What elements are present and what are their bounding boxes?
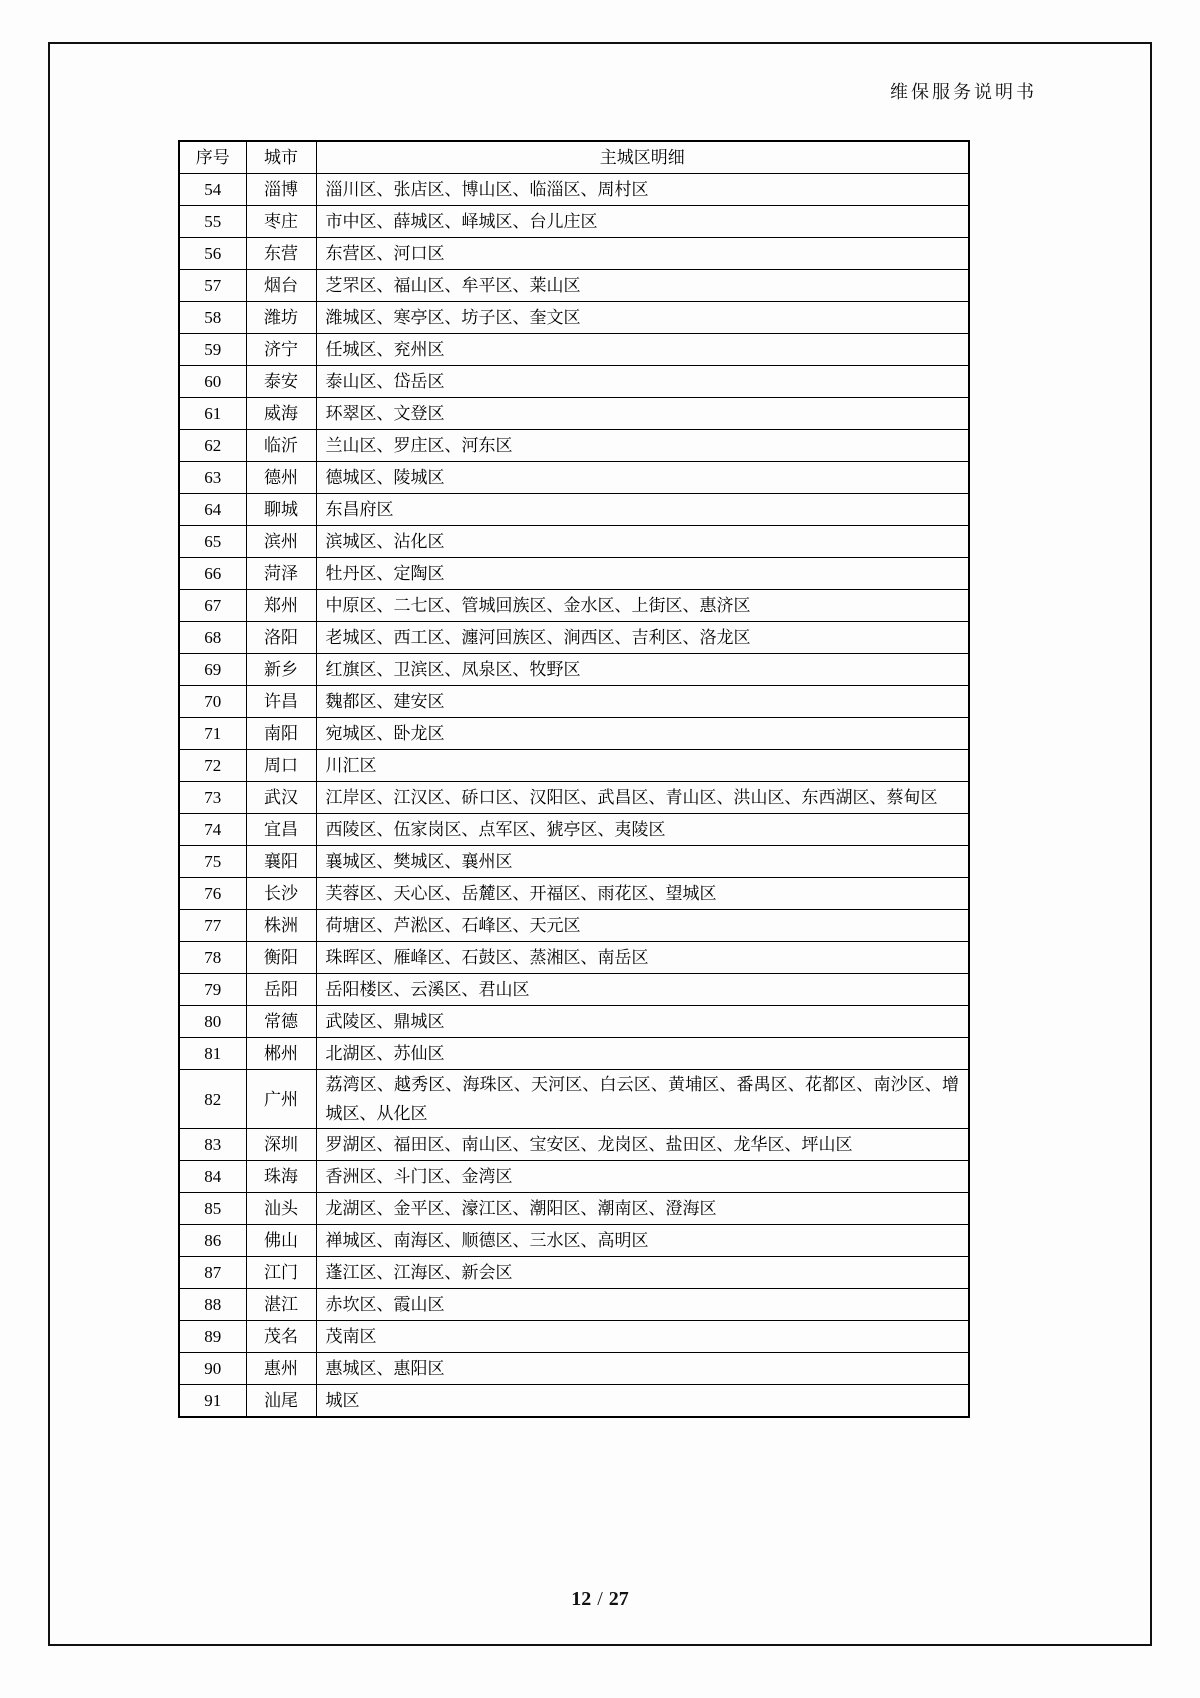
district-list-cell: 东营区、河口区 <box>316 238 969 270</box>
city-name-cell: 济宁 <box>246 334 316 366</box>
district-list-cell: 宛城区、卧龙区 <box>316 718 969 750</box>
city-name-cell: 汕头 <box>246 1193 316 1225</box>
row-number-cell: 91 <box>179 1385 246 1418</box>
district-list-cell: 芝罘区、福山区、牟平区、莱山区 <box>316 270 969 302</box>
row-number-cell: 76 <box>179 878 246 910</box>
district-list-cell: 赤坎区、霞山区 <box>316 1289 969 1321</box>
row-number-cell: 77 <box>179 910 246 942</box>
city-name-cell: 佛山 <box>246 1225 316 1257</box>
district-list-cell: 魏都区、建安区 <box>316 686 969 718</box>
district-list-cell: 泰山区、岱岳区 <box>316 366 969 398</box>
city-name-cell: 枣庄 <box>246 206 316 238</box>
district-list-cell: 江岸区、江汉区、硚口区、汉阳区、武昌区、青山区、洪山区、东西湖区、蔡甸区 <box>316 782 969 814</box>
district-list-cell: 茂南区 <box>316 1321 969 1353</box>
city-name-cell: 东营 <box>246 238 316 270</box>
city-name-cell: 汕尾 <box>246 1385 316 1418</box>
city-name-cell: 珠海 <box>246 1161 316 1193</box>
city-name-cell: 武汉 <box>246 782 316 814</box>
row-number-cell: 81 <box>179 1038 246 1070</box>
column-header-number: 序号 <box>179 141 246 174</box>
row-number-cell: 73 <box>179 782 246 814</box>
row-number-cell: 54 <box>179 174 246 206</box>
row-number-cell: 89 <box>179 1321 246 1353</box>
city-name-cell: 威海 <box>246 398 316 430</box>
table-row <box>179 1070 969 1129</box>
district-list-cell: 岳阳楼区、云溪区、君山区 <box>316 974 969 1006</box>
district-list-cell: 香洲区、斗门区、金湾区 <box>316 1161 969 1193</box>
table-row <box>179 1289 969 1321</box>
table-row <box>179 558 969 590</box>
row-number-cell: 64 <box>179 494 246 526</box>
city-name-cell: 宜昌 <box>246 814 316 846</box>
city-name-cell: 周口 <box>246 750 316 782</box>
table-row <box>179 1257 969 1289</box>
row-number-cell: 69 <box>179 654 246 686</box>
table-row <box>179 1193 969 1225</box>
district-list-cell: 兰山区、罗庄区、河东区 <box>316 430 969 462</box>
city-name-cell: 烟台 <box>246 270 316 302</box>
city-name-cell: 常德 <box>246 1006 316 1038</box>
row-number-cell: 60 <box>179 366 246 398</box>
city-name-cell: 洛阳 <box>246 622 316 654</box>
district-list-cell: 市中区、薛城区、峄城区、台儿庄区 <box>316 206 969 238</box>
district-list-cell: 滨城区、沾化区 <box>316 526 969 558</box>
table-row <box>179 686 969 718</box>
district-list-cell: 中原区、二七区、管城回族区、金水区、上街区、惠济区 <box>316 590 969 622</box>
district-list-cell: 襄城区、樊城区、襄州区 <box>316 846 969 878</box>
city-name-cell: 长沙 <box>246 878 316 910</box>
city-districts-table <box>178 140 970 1418</box>
city-name-cell: 深圳 <box>246 1129 316 1161</box>
table-row <box>179 1385 969 1418</box>
row-number-cell: 84 <box>179 1161 246 1193</box>
page-number-separator: / <box>597 1588 603 1610</box>
district-list-cell: 荔湾区、越秀区、海珠区、天河区、白云区、黄埔区、番禺区、花都区、南沙区、增城区、从化区 <box>316 1070 969 1129</box>
table-body <box>179 174 969 1418</box>
row-number-cell: 55 <box>179 206 246 238</box>
table-row <box>179 462 969 494</box>
page-number <box>0 1588 1200 1611</box>
table-row <box>179 878 969 910</box>
table-row <box>179 622 969 654</box>
city-name-cell: 淄博 <box>246 174 316 206</box>
district-list-cell: 禅城区、南海区、顺德区、三水区、高明区 <box>316 1225 969 1257</box>
city-name-cell: 临沂 <box>246 430 316 462</box>
row-number-cell: 61 <box>179 398 246 430</box>
row-number-cell: 71 <box>179 718 246 750</box>
city-name-cell: 郴州 <box>246 1038 316 1070</box>
city-name-cell: 广州 <box>246 1070 316 1129</box>
district-list-cell: 龙湖区、金平区、濠江区、潮阳区、潮南区、澄海区 <box>316 1193 969 1225</box>
row-number-cell: 86 <box>179 1225 246 1257</box>
district-list-cell: 川汇区 <box>316 750 969 782</box>
city-name-cell: 茂名 <box>246 1321 316 1353</box>
table-row <box>179 238 969 270</box>
table-row <box>179 334 969 366</box>
city-name-cell: 泰安 <box>246 366 316 398</box>
row-number-cell: 62 <box>179 430 246 462</box>
city-name-cell: 襄阳 <box>246 846 316 878</box>
row-number-cell: 66 <box>179 558 246 590</box>
city-name-cell: 衡阳 <box>246 942 316 974</box>
table-row <box>179 206 969 238</box>
row-number-cell: 72 <box>179 750 246 782</box>
row-number-cell: 63 <box>179 462 246 494</box>
district-list-cell: 东昌府区 <box>316 494 969 526</box>
city-name-cell: 聊城 <box>246 494 316 526</box>
row-number-cell: 56 <box>179 238 246 270</box>
table-row <box>179 174 969 206</box>
city-name-cell: 德州 <box>246 462 316 494</box>
district-list-cell: 德城区、陵城区 <box>316 462 969 494</box>
district-list-cell: 城区 <box>316 1385 969 1418</box>
row-number-cell: 74 <box>179 814 246 846</box>
table-row <box>179 814 969 846</box>
district-list-cell: 西陵区、伍家岗区、点军区、猇亭区、夷陵区 <box>316 814 969 846</box>
city-name-cell: 岳阳 <box>246 974 316 1006</box>
row-number-cell: 79 <box>179 974 246 1006</box>
table-row <box>179 1353 969 1385</box>
table-row <box>179 1006 969 1038</box>
row-number-cell: 57 <box>179 270 246 302</box>
district-list-cell: 红旗区、卫滨区、凤泉区、牧野区 <box>316 654 969 686</box>
district-list-cell: 牡丹区、定陶区 <box>316 558 969 590</box>
document-title: 维保服务说明书 <box>890 82 1037 102</box>
city-name-cell: 江门 <box>246 1257 316 1289</box>
city-name-cell: 郑州 <box>246 590 316 622</box>
table-row <box>179 526 969 558</box>
district-list-cell: 淄川区、张店区、博山区、临淄区、周村区 <box>316 174 969 206</box>
table-row <box>179 1161 969 1193</box>
table-row <box>179 366 969 398</box>
table-row <box>179 750 969 782</box>
city-name-cell: 新乡 <box>246 654 316 686</box>
district-list-cell: 环翠区、文登区 <box>316 398 969 430</box>
table-row <box>179 270 969 302</box>
district-list-cell: 荷塘区、芦淞区、石峰区、天元区 <box>316 910 969 942</box>
table-row <box>179 430 969 462</box>
district-list-cell: 武陵区、鼎城区 <box>316 1006 969 1038</box>
city-name-cell: 潍坊 <box>246 302 316 334</box>
city-name-cell: 湛江 <box>246 1289 316 1321</box>
table-row <box>179 1129 969 1161</box>
row-number-cell: 58 <box>179 302 246 334</box>
row-number-cell: 67 <box>179 590 246 622</box>
row-number-cell: 65 <box>179 526 246 558</box>
table-row <box>179 398 969 430</box>
city-name-cell: 菏泽 <box>246 558 316 590</box>
district-list-cell: 蓬江区、江海区、新会区 <box>316 1257 969 1289</box>
row-number-cell: 85 <box>179 1193 246 1225</box>
row-number-cell: 75 <box>179 846 246 878</box>
table-row <box>179 1321 969 1353</box>
row-number-cell: 82 <box>179 1070 246 1129</box>
table-row <box>179 1038 969 1070</box>
row-number-cell: 68 <box>179 622 246 654</box>
current-page-number: 12 <box>571 1588 592 1610</box>
table-row <box>179 910 969 942</box>
table-row <box>179 494 969 526</box>
city-name-cell: 南阳 <box>246 718 316 750</box>
city-name-cell: 惠州 <box>246 1353 316 1385</box>
table-row <box>179 718 969 750</box>
district-list-cell: 北湖区、苏仙区 <box>316 1038 969 1070</box>
table-header-row <box>179 141 969 174</box>
row-number-cell: 88 <box>179 1289 246 1321</box>
table-row <box>179 590 969 622</box>
district-list-cell: 任城区、兖州区 <box>316 334 969 366</box>
table-row <box>179 654 969 686</box>
city-name-cell: 株洲 <box>246 910 316 942</box>
row-number-cell: 59 <box>179 334 246 366</box>
table-row <box>179 782 969 814</box>
table-row <box>179 846 969 878</box>
district-list-cell: 芙蓉区、天心区、岳麓区、开福区、雨花区、望城区 <box>316 878 969 910</box>
table-row <box>179 974 969 1006</box>
column-header-city: 城市 <box>246 141 316 174</box>
table-row <box>179 942 969 974</box>
row-number-cell: 87 <box>179 1257 246 1289</box>
total-page-number: 27 <box>608 1588 629 1610</box>
row-number-cell: 90 <box>179 1353 246 1385</box>
district-list-cell: 珠晖区、雁峰区、石鼓区、蒸湘区、南岳区 <box>316 942 969 974</box>
row-number-cell: 70 <box>179 686 246 718</box>
city-name-cell: 滨州 <box>246 526 316 558</box>
table-row <box>179 302 969 334</box>
column-header-districts: 主城区明细 <box>316 141 969 174</box>
district-list-cell: 老城区、西工区、瀍河回族区、涧西区、吉利区、洛龙区 <box>316 622 969 654</box>
table-row <box>179 1225 969 1257</box>
district-list-cell: 潍城区、寒亭区、坊子区、奎文区 <box>316 302 969 334</box>
row-number-cell: 80 <box>179 1006 246 1038</box>
row-number-cell: 78 <box>179 942 246 974</box>
district-list-cell: 惠城区、惠阳区 <box>316 1353 969 1385</box>
city-name-cell: 许昌 <box>246 686 316 718</box>
district-list-cell: 罗湖区、福田区、南山区、宝安区、龙岗区、盐田区、龙华区、坪山区 <box>316 1129 969 1161</box>
row-number-cell: 83 <box>179 1129 246 1161</box>
